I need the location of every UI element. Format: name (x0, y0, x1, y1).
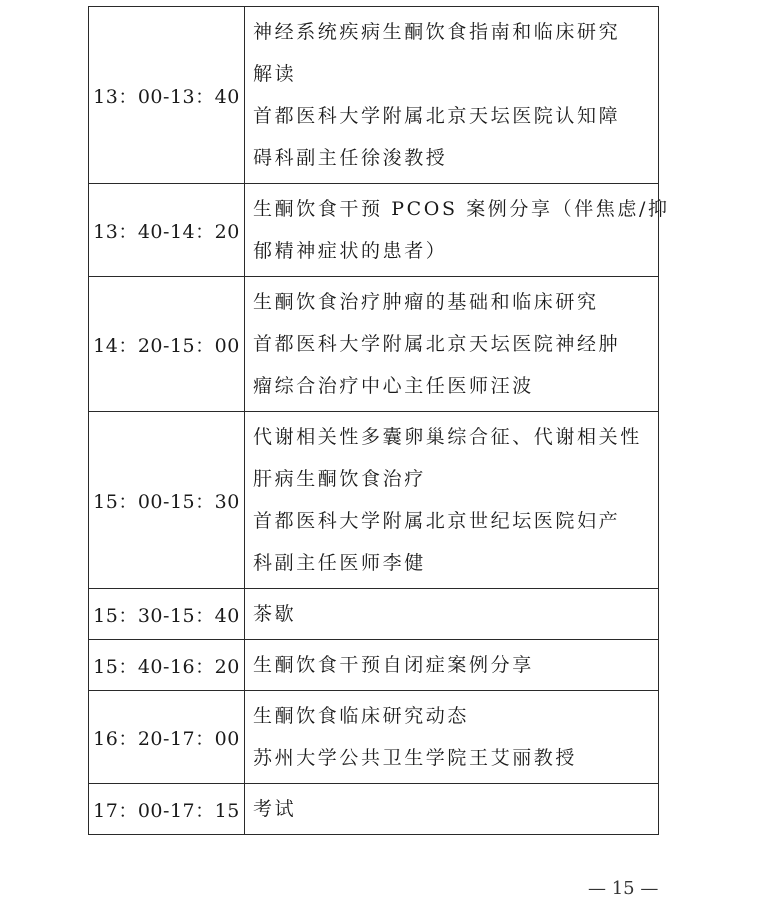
session-line: 瘤综合治疗中心主任医师汪波 (253, 375, 534, 397)
session-details (245, 784, 659, 835)
schedule-row (89, 589, 659, 640)
schedule-row (89, 640, 659, 691)
schedule-row (89, 412, 659, 589)
time-slot: 14：20-15：00 (89, 277, 245, 412)
schedule-row (89, 184, 659, 277)
time-slot: 16：20-17：00 (89, 691, 245, 784)
session-line: 考试 (253, 798, 297, 820)
time-slot: 15：40-16：20 (89, 640, 245, 691)
session-line: 首都医科大学附属北京天坛医院认知障 (253, 105, 621, 127)
schedule-body (89, 7, 670, 835)
session-line: 生酮饮食治疗肿瘤的基础和临床研究 (253, 291, 599, 313)
time-slot: 13：00-13：40 (89, 7, 245, 184)
session-line: 解读 (253, 63, 297, 85)
time-slot: 17：00-17：15 (89, 784, 245, 835)
session-details (245, 7, 659, 184)
time-slot: 13：40-14：20 (89, 184, 245, 277)
page-number: — 15 — (588, 878, 659, 899)
session-line: 首都医科大学附属北京世纪坛医院妇产 (253, 510, 621, 532)
session-line: 碍科副主任徐浚教授 (253, 147, 448, 169)
session-line: 茶歇 (253, 603, 297, 625)
session-details (245, 640, 659, 691)
session-line: 代谢相关性多囊卵巢综合征、代谢相关性 (253, 426, 642, 448)
session-details (245, 277, 659, 412)
session-line: 苏州大学公共卫生学院王艾丽教授 (253, 747, 578, 769)
session-details (245, 184, 670, 277)
schedule-table (88, 6, 670, 835)
schedule-row (89, 784, 659, 835)
session-details (245, 691, 659, 784)
schedule-row (89, 7, 659, 184)
session-line: 肝病生酮饮食治疗 (253, 468, 426, 490)
session-details (245, 589, 659, 640)
session-line: 首都医科大学附属北京天坛医院神经肿 (253, 333, 621, 355)
session-line: 科副主任医师李健 (253, 552, 426, 574)
session-line: 生酮饮食干预 PCOS 案例分享（伴焦虑/抑 (253, 198, 670, 220)
session-line: 神经系统疾病生酮饮食指南和临床研究 (253, 21, 621, 43)
session-line: 生酮饮食干预自闭症案例分享 (253, 654, 534, 676)
schedule-row (89, 277, 659, 412)
schedule-row (89, 691, 659, 784)
session-details (245, 412, 659, 589)
time-slot: 15：00-15：30 (89, 412, 245, 589)
time-slot: 15：30-15：40 (89, 589, 245, 640)
session-line: 郁精神症状的患者） (253, 240, 448, 262)
session-line: 生酮饮食临床研究动态 (253, 705, 470, 727)
